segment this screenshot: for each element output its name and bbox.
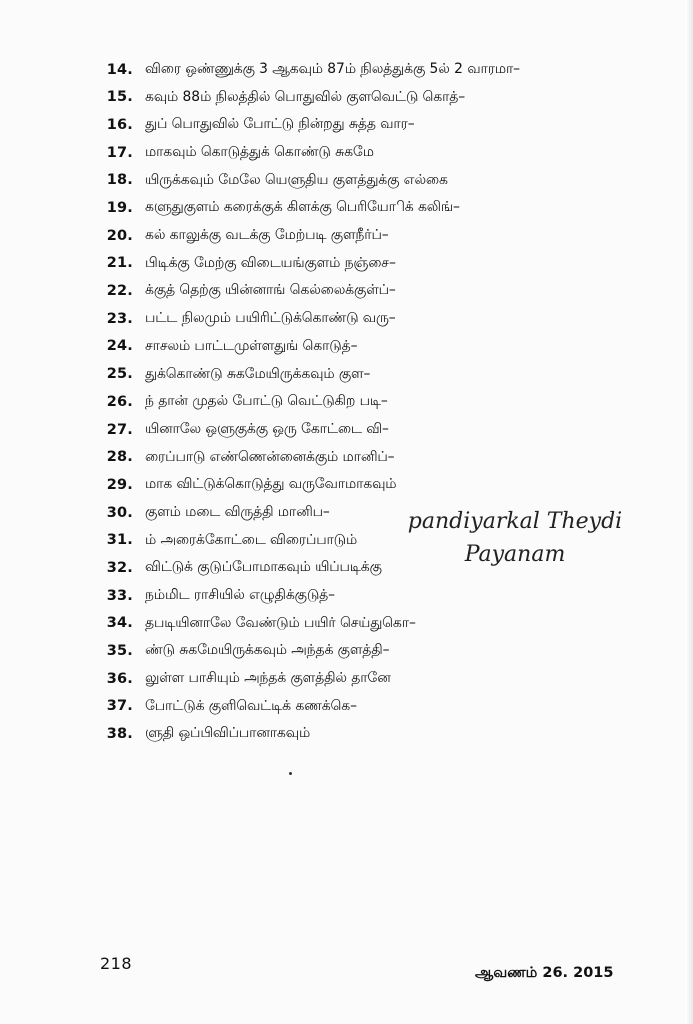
line-text: சாசலம் பாட்டமுள்ளதுங் கொடுத்– — [145, 337, 358, 354]
line-number: 22. — [106, 283, 133, 300]
line-text: துப் பொதுவில் போட்டு நின்றது சுத்த வார– — [145, 116, 415, 133]
line-number: 38. — [106, 726, 133, 743]
text-line — [0, 471, 693, 499]
text-line — [0, 721, 693, 749]
stray-dot — [289, 772, 292, 775]
line-number: 32. — [106, 559, 133, 576]
text-line — [0, 167, 693, 195]
text-line — [0, 250, 693, 278]
line-number: 18. — [106, 172, 133, 189]
text-line — [0, 278, 693, 306]
line-text: தபடியினாலே வேண்டும் பயிர் செய்துகொ– — [145, 614, 416, 631]
watermark-line-2: Payanam — [464, 542, 566, 567]
line-text: கவும் 88ம் நிலத்தில் பொதுவில் குளவெட்டு கொத்– — [145, 88, 466, 105]
line-text: விரை ஒண்ணுக்கு 3 ஆகவும் 87ம் நிலத்துக்கு 5ல் 2 வாரமா– — [145, 60, 521, 77]
page-number: 218 — [100, 954, 133, 973]
inscription-lines — [0, 56, 693, 748]
line-number: 33. — [106, 587, 133, 604]
line-text: ம் அரைக்கோட்டை விரைப்பாடும் — [145, 531, 358, 548]
text-line — [0, 388, 693, 416]
text-line — [0, 693, 693, 721]
line-text: பட்ட நிலமும் பயிரிட்டுக்கொண்டு வரு– — [145, 310, 396, 327]
line-text: நம்மிட ராசியில் எழுதிக்குடுத்– — [145, 587, 336, 603]
line-text: கல் காலுக்கு வடக்கு மேற்படி குளநீர்ப்– — [145, 227, 389, 244]
line-number: 15. — [106, 89, 133, 106]
watermark-line-1: pandiyarkal Theydi — [407, 509, 623, 534]
line-number: 35. — [106, 643, 133, 660]
text-line — [0, 637, 693, 665]
text-line — [0, 582, 693, 610]
line-number: 24. — [106, 338, 133, 355]
line-number: 20. — [106, 227, 133, 244]
text-line — [0, 305, 693, 333]
line-number: 34. — [106, 615, 133, 632]
text-line — [0, 416, 693, 444]
text-line — [0, 222, 693, 250]
line-number: 31. — [106, 532, 133, 549]
line-number: 16. — [106, 116, 133, 133]
line-number: 29. — [106, 476, 133, 493]
line-number: 25. — [106, 366, 133, 383]
issue-date: ஆவணம் 26. 2015 — [475, 965, 614, 981]
text-line — [0, 139, 693, 167]
line-text: களுதுகுளம் கரைக்குக் கிளக்கு பெரியோிக் கலிங்– — [145, 199, 460, 216]
line-text: யினாலே ஒளுகுக்கு ஒரு கோட்டை வி– — [145, 420, 389, 437]
line-text: ளுதி ஒப்பிவிப்பானாகவும் — [145, 725, 311, 742]
line-number: 14. — [106, 61, 133, 78]
line-text: விட்டுக் குடுப்போமாகவும் யிப்படிக்கு — [145, 559, 382, 576]
line-text: ந் தான் முதல் போட்டு வெட்டுகிற படி– — [145, 393, 388, 410]
watermark — [400, 505, 630, 571]
line-number: 28. — [106, 449, 133, 466]
line-number: 21. — [106, 255, 133, 272]
text-line — [0, 444, 693, 472]
line-text: துக்கொண்டு சுகமேயிருக்கவும் குள– — [145, 365, 371, 382]
text-line — [0, 333, 693, 361]
line-text: ரைப்பாடு எண்ணென்னைக்கும் மானிப்– — [145, 448, 395, 465]
line-text: பிடிக்கு மேற்கு விடையங்குளம் நஞ்சை– — [145, 254, 396, 271]
line-number: 36. — [106, 670, 133, 687]
line-number: 37. — [106, 698, 133, 715]
text-line — [0, 56, 693, 84]
line-text: மாக விட்டுக்கொடுத்து வருவோமாகவும் — [145, 476, 397, 493]
text-line — [0, 610, 693, 638]
text-line — [0, 194, 693, 222]
line-number: 17. — [106, 144, 133, 161]
line-number: 26. — [106, 393, 133, 410]
text-line — [0, 84, 693, 112]
line-text: ண்டு சுகமேயிருக்கவும் அந்தக் குளத்தி– — [145, 642, 390, 659]
line-text: மாகவும் கொடுத்துக் கொண்டு சுகமே — [145, 144, 374, 160]
line-number: 19. — [106, 200, 133, 217]
line-text: க்குத் தெற்கு யின்னாங் கெல்லைக்குள்ப்– — [145, 282, 396, 299]
line-text: குளம் மடை விருத்தி மானிப– — [145, 503, 330, 520]
line-number: 30. — [106, 504, 133, 521]
line-number: 23. — [106, 310, 133, 327]
line-number: 27. — [106, 421, 133, 438]
text-line — [0, 665, 693, 693]
text-line — [0, 111, 693, 139]
line-text: யிருக்கவும் மேலே யெளுதிய குளத்துக்கு எல்கை — [145, 171, 448, 188]
line-text: போட்டுக் குளிவெட்டிக் கணக்கெ– — [145, 697, 357, 714]
text-line — [0, 361, 693, 389]
line-text: லுள்ள பாசியும் அந்தக் குளத்தில் தானே — [145, 670, 391, 687]
